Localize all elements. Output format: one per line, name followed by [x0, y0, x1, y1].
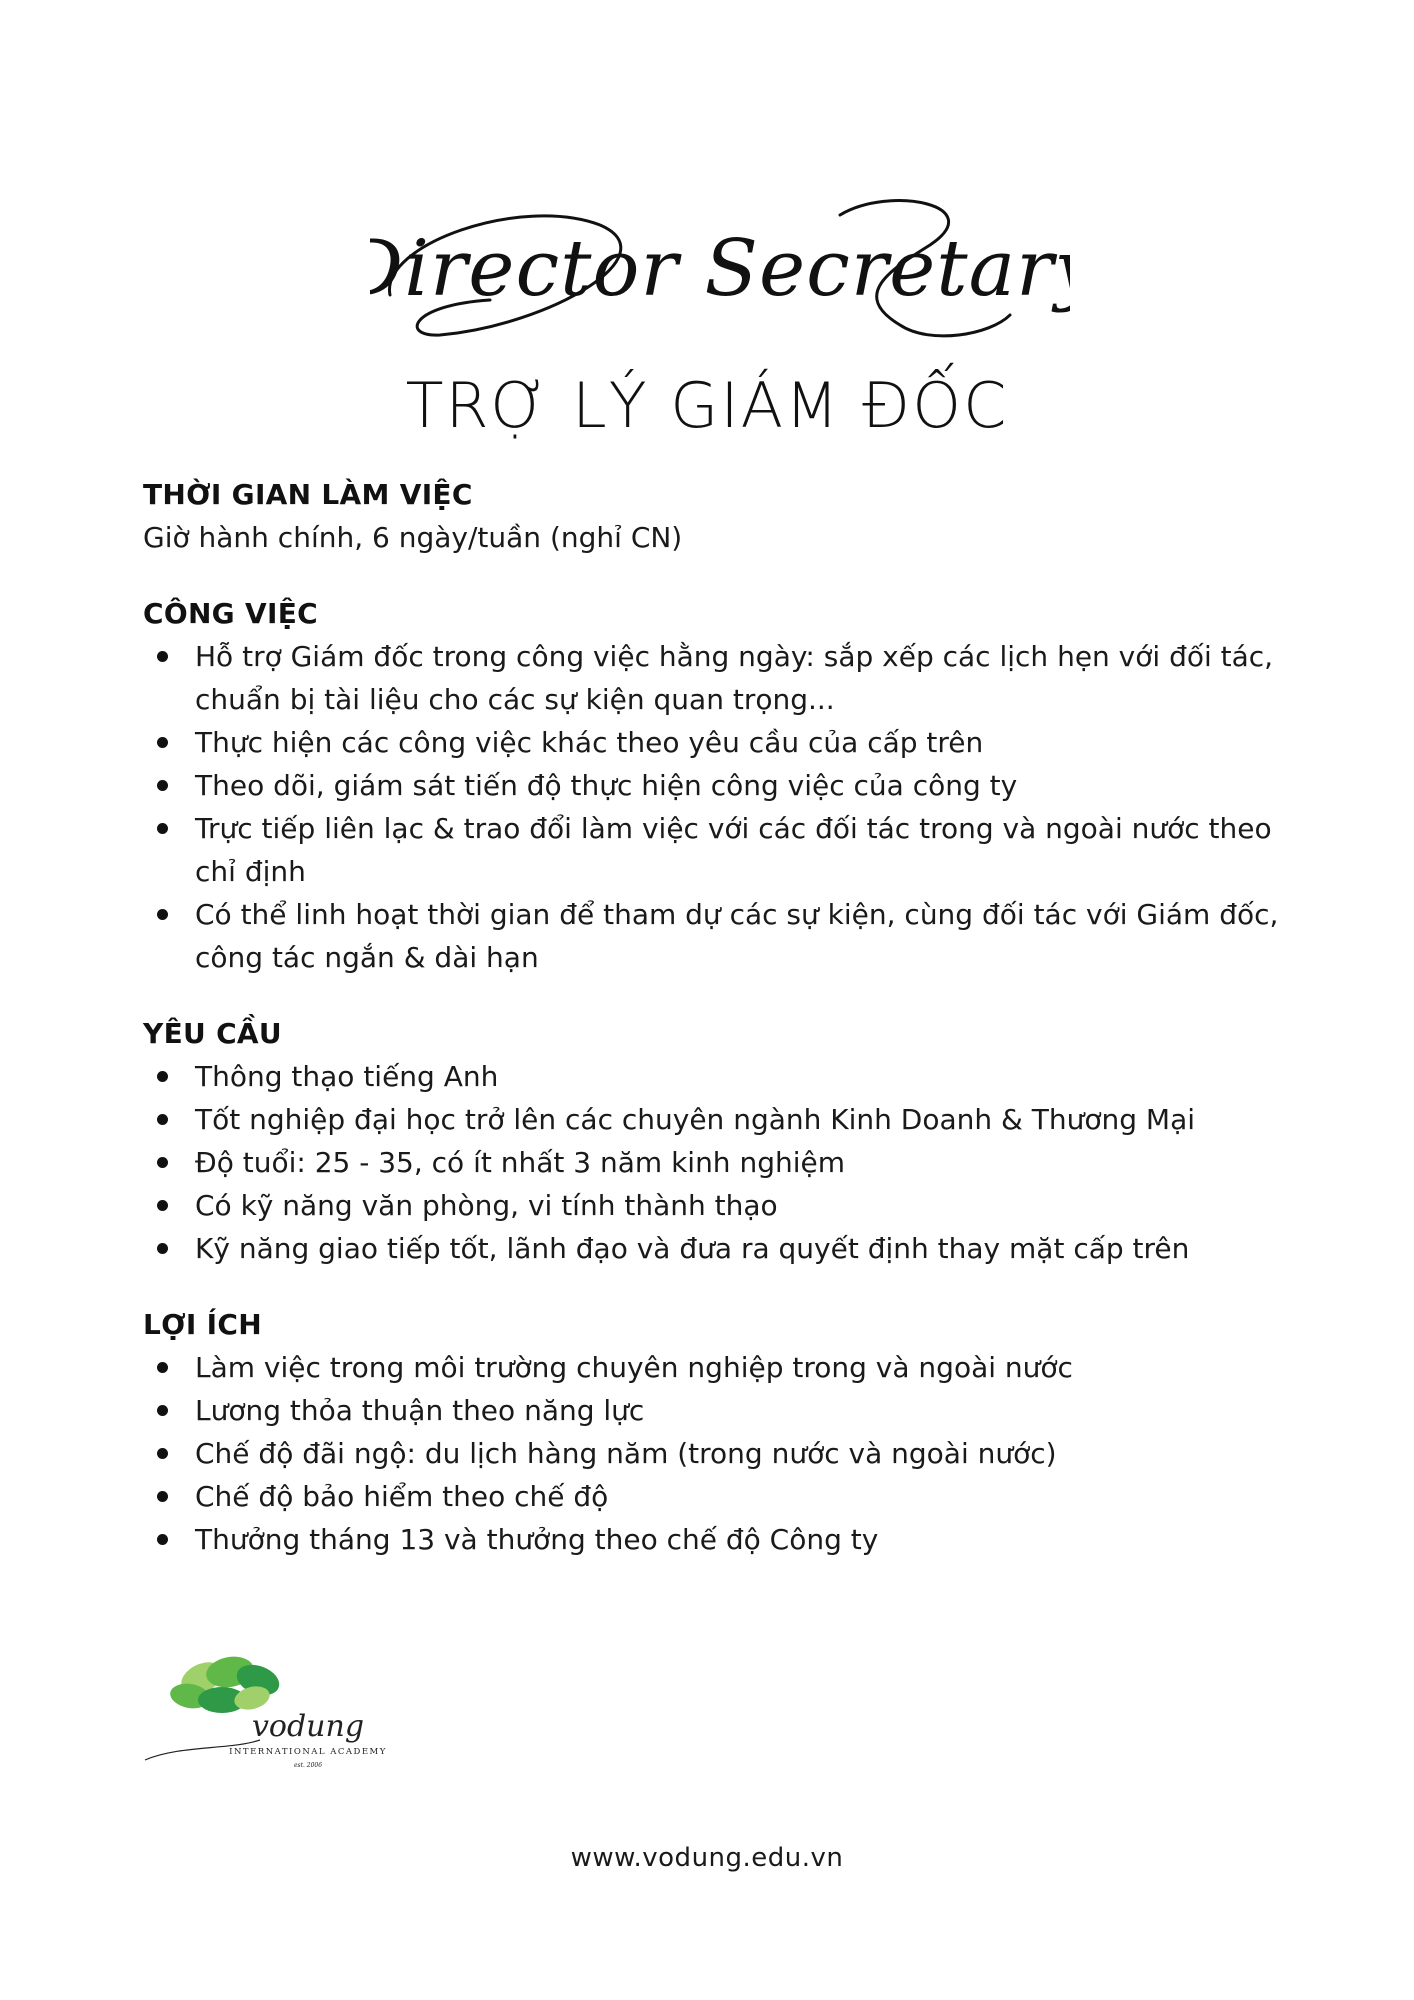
- section-working-hours: [143, 474, 1303, 559]
- bullet-icon: [157, 1200, 168, 1211]
- bullet-icon: [157, 651, 168, 662]
- section-benefits: [143, 1304, 1303, 1561]
- list-item: [143, 1141, 1303, 1184]
- list-item-text: Thưởng tháng 13 và thưởng theo chế độ Công ty: [195, 1523, 879, 1556]
- section-duties: [143, 593, 1303, 979]
- list-item-text: Thông thạo tiếng Anh: [195, 1060, 499, 1093]
- list-item: [143, 1098, 1303, 1141]
- list-item-text: Chế độ bảo hiểm theo chế độ: [195, 1480, 609, 1513]
- list-item: [143, 1432, 1303, 1475]
- list-item-text: Lương thỏa thuận theo năng lực: [195, 1394, 645, 1427]
- bullet-icon: [157, 1243, 168, 1254]
- bullet-icon: [157, 1157, 168, 1168]
- list-item-text: Hỗ trợ Giám đốc trong công việc hằng ngày: sắp xếp các lịch hẹn với đối tác, chuẩn bị tài liệu cho các sự kiện quan trọng...: [195, 640, 1274, 716]
- content: [143, 474, 1303, 1595]
- list-item: [143, 1518, 1303, 1561]
- website-link[interactable]: www.vodung.edu.vn: [570, 1843, 844, 1873]
- bullet-list: [143, 1055, 1303, 1270]
- list-item: [143, 1346, 1303, 1389]
- list-item: [143, 635, 1303, 721]
- bullet-icon: [157, 1405, 168, 1416]
- logo-subtitle: INTERNATIONAL ACADEMY: [229, 1747, 387, 1757]
- list-item-text: Tốt nghiệp đại học trở lên các chuyên ngành Kinh Doanh & Thương Mại: [195, 1103, 1196, 1136]
- bullet-icon: [157, 737, 168, 748]
- section-heading: LỢI ÍCH: [143, 1308, 262, 1341]
- academy-logo: [140, 1650, 420, 1775]
- bullet-icon: [157, 1362, 168, 1373]
- list-item-text: Kỹ năng giao tiếp tốt, lãnh đạo và đưa ra quyết định thay mặt cấp trên: [195, 1232, 1190, 1265]
- list-item: [143, 1475, 1303, 1518]
- header: [0, 95, 1414, 442]
- list-item-text: Độ tuổi: 25 - 35, có ít nhất 3 năm kinh nghiệm: [195, 1146, 846, 1179]
- list-item-text: Có kỹ năng văn phòng, vi tính thành thạo: [195, 1189, 778, 1222]
- script-title-text: Director Secretary: [370, 224, 1070, 314]
- bullet-icon: [157, 823, 168, 834]
- section-heading: THỜI GIAN LÀM VIỆC: [143, 478, 473, 511]
- bullet-icon: [157, 780, 168, 791]
- list-item: [143, 764, 1303, 807]
- list-item-text: Làm việc trong môi trường chuyên nghiệp trong và ngoài nước: [195, 1351, 1073, 1384]
- bullet-icon: [157, 1114, 168, 1125]
- leaf-icon: [140, 1650, 420, 1775]
- section-heading: YÊU CẦU: [143, 1017, 282, 1050]
- list-item: [143, 1389, 1303, 1432]
- list-item: [143, 721, 1303, 764]
- list-item-text: Thực hiện các công việc khác theo yêu cầu của cấp trên: [195, 726, 984, 759]
- list-item-text: Có thể linh hoạt thời gian để tham dự các sự kiện, cùng đối tác với Giám đốc, công tác ngắn & dài hạn: [195, 898, 1279, 974]
- logo-brand: vodung: [251, 1709, 365, 1744]
- bullet-list: [143, 1346, 1303, 1561]
- bullet-icon: [157, 1534, 168, 1545]
- list-item: [143, 1227, 1303, 1270]
- logo-est: est. 2006: [293, 1762, 323, 1769]
- list-item-text: Trực tiếp liên lạc & trao đổi làm việc với các đối tác trong và ngoài nước theo chỉ định: [195, 812, 1272, 888]
- section-heading: CÔNG VIỆC: [143, 597, 318, 630]
- bullet-icon: [157, 1491, 168, 1502]
- list-item: [143, 1184, 1303, 1227]
- bullet-icon: [157, 1448, 168, 1459]
- list-item-text: Chế độ đãi ngộ: du lịch hàng năm (trong nước và ngoài nước): [195, 1437, 1057, 1470]
- list-item: [143, 807, 1303, 893]
- bullet-list: [143, 635, 1303, 979]
- section-requirements: [143, 1013, 1303, 1270]
- script-title-graphic: [370, 185, 1070, 355]
- list-item: [143, 1055, 1303, 1098]
- list-item-text: Theo dõi, giám sát tiến độ thực hiện công việc của công ty: [195, 769, 1018, 802]
- section-text: Giờ hành chính, 6 ngày/tuần (nghỉ CN): [143, 521, 683, 554]
- list-item: [143, 893, 1303, 979]
- bullet-icon: [157, 1071, 168, 1082]
- bullet-icon: [157, 909, 168, 920]
- page-title: TRỢ LÝ GIÁM ĐỐC: [405, 369, 1009, 442]
- script-title: [370, 185, 1070, 345]
